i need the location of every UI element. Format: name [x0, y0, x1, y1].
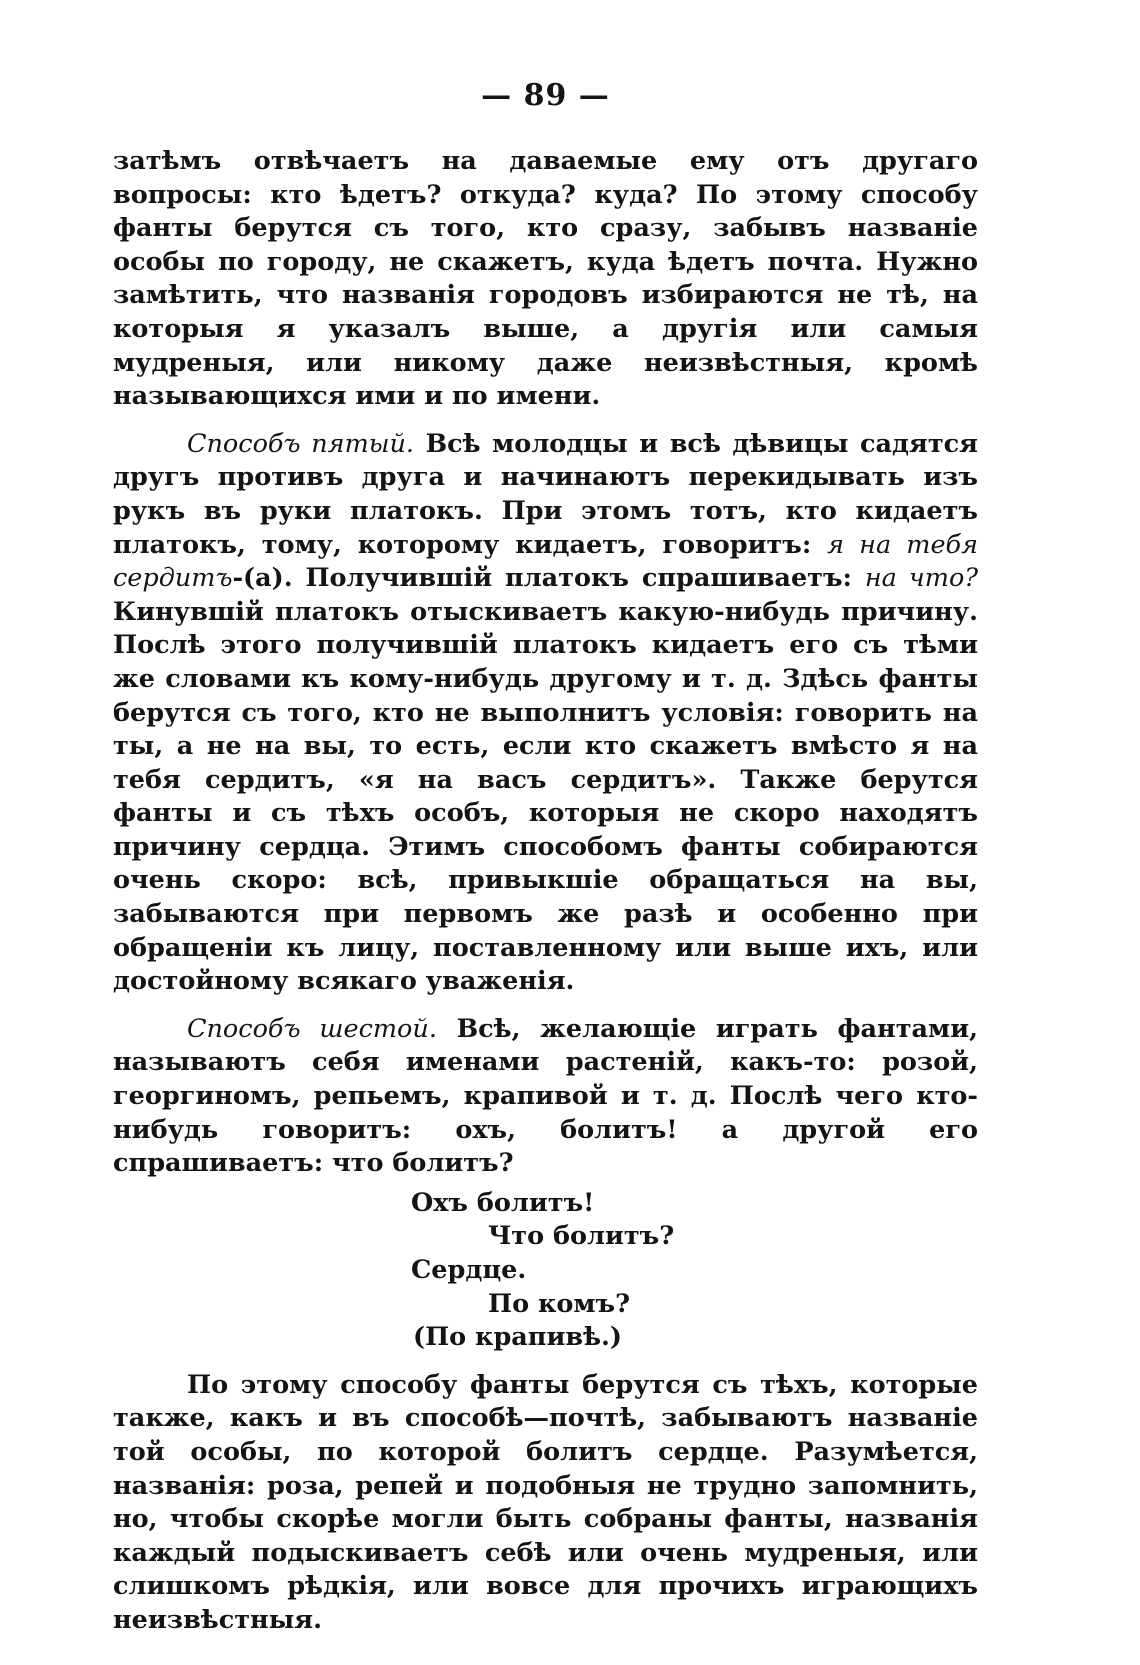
- method-six-text: Всѣ, желающіе играть фантами, называютъ себя именами растеній, какъ-то: розой, георгиномъ, репьемъ, крапивой и т. д. Послѣ чего кто-нибудь говоритъ: охъ, болитъ! а другой его спрашиваетъ: что болитъ?: [113, 1013, 978, 1179]
- paragraph-continuation: [113, 145, 978, 414]
- method-five-phrase-angry: я на тебя сердитъ: [113, 529, 978, 594]
- dialogue-line-3: Сердце.: [411, 1255, 527, 1285]
- method-five-text-2: -(а). Получившій платокъ спрашиваетъ:: [232, 563, 865, 594]
- dialogue-block: [411, 1187, 978, 1355]
- paragraph-method-five: [113, 428, 978, 999]
- dialogue-line-1: Охъ болитъ!: [411, 1187, 595, 1218]
- dialogue-line-5: (По крапивѣ.): [413, 1322, 622, 1353]
- paragraph-closing: [113, 1369, 978, 1638]
- method-five-text-1: Всѣ молодцы и всѣ дѣвицы садятся другъ противъ друга и начинаютъ перекидывать изъ рукъ въ руки платокъ. При этомъ тотъ, кто кидаетъ платокъ, тому, которому кидаетъ, говоритъ:: [113, 428, 978, 560]
- paragraph-method-six: [113, 1013, 978, 1181]
- method-five-phrase-why: на что?: [864, 563, 978, 594]
- method-six-heading: Способъ шестой.: [187, 1013, 437, 1044]
- page-number: — 89 —: [481, 78, 610, 113]
- dialogue-line-4: По комъ?: [488, 1288, 631, 1319]
- dialogue-line-2: Что болитъ?: [488, 1221, 675, 1252]
- method-five-text-3: Кинувшій платокъ отыскиваетъ какую-нибудь причину. Послѣ этого получившій платокъ кидаетъ его съ тѣми же словами къ кому-нибудь другому и т. д. Здѣсь фанты берутся съ того, кто не выполнитъ условія: говорить на ты, а не на вы, то есть, если кто скажетъ вмѣсто я на тебя сердитъ, «я на васъ сердитъ». Также берутся фанты и съ тѣхъ особъ, которыя не скоро находятъ причину сердца. Этимъ способомъ фанты собираются очень скоро: всѣ, привыкшіе обращаться на вы, забываются при первомъ же разѣ и особенно при обращеніи къ лицу, поставленному или выше ихъ, или достойному всякаго уваженія.: [113, 596, 978, 997]
- method-five-heading: Способъ пятый.: [187, 428, 415, 459]
- book-page: [113, 78, 978, 1638]
- paragraph-continuation-text: затѣмъ отвѣчаетъ на даваемые ему отъ другаго вопросы: кто ѣдетъ? откуда? куда? По этому способу фанты берутся съ того, кто сразу, забывъ названіе особы по городу, не скажетъ, куда ѣдетъ почта. Нужно замѣтить, что названія городовъ избираются не тѣ, на которыя я указалъ выше, а другія или самыя мудреныя, или никому даже неизвѣстныя, кромѣ называющихся ими и по имени.: [113, 146, 978, 412]
- closing-text: По этому способу фанты берутся съ тѣхъ, которые также, какъ и въ способѣ—почтѣ, забываютъ названіе той особы, по которой болитъ сердце. Разумѣется, названія: роза, репей и подобныя не трудно запомнить, но, чтобы скорѣе могли быть собраны фанты, названія каждый подыскиваетъ себѣ или очень мудреныя, или слишкомъ рѣдкія, или вовсе для прочихъ играющихъ неизвѣстныя.: [113, 1369, 978, 1635]
